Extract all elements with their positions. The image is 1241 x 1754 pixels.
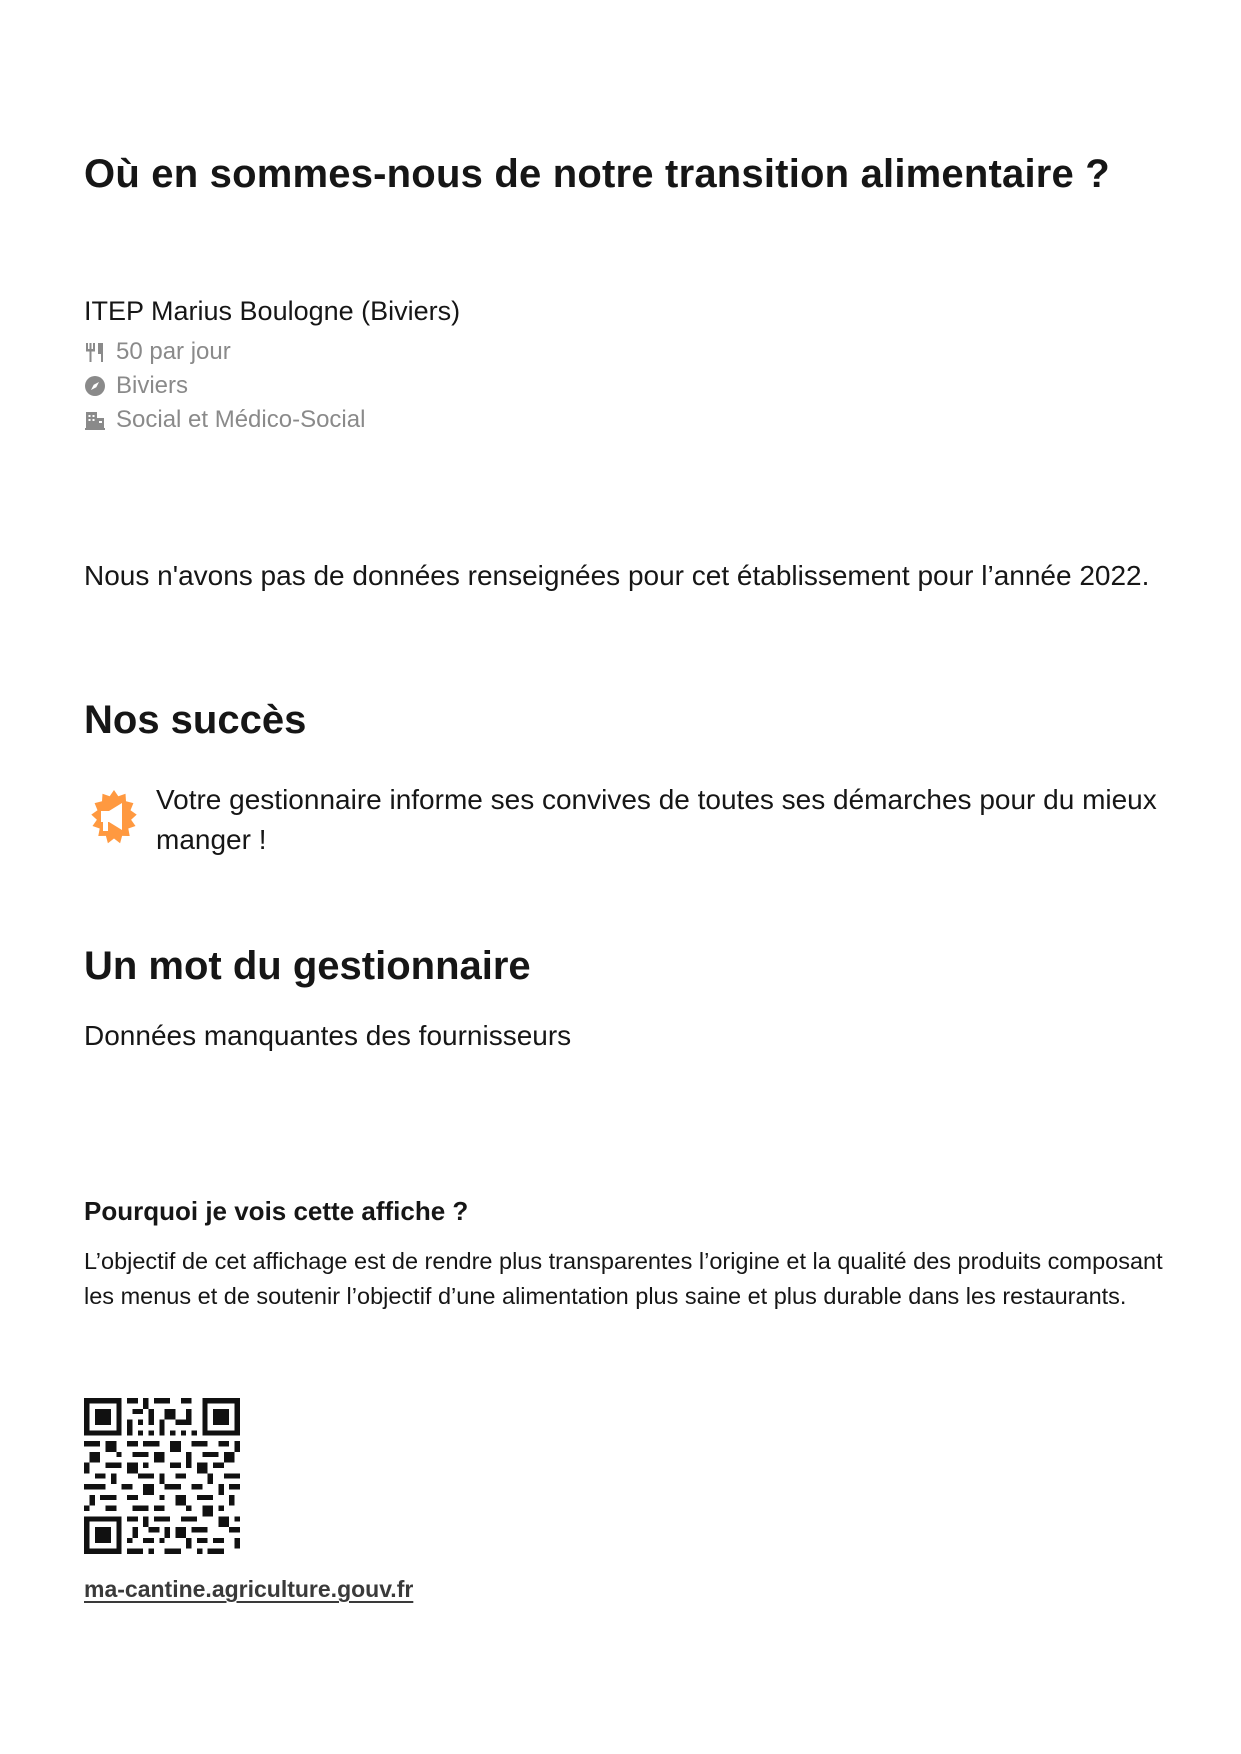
qr-code[interactable]: [84, 1398, 240, 1554]
site-link[interactable]: ma-cantine.agriculture.gouv.fr: [84, 1576, 414, 1602]
why-title: Pourquoi je vois cette affiche ?: [84, 1196, 469, 1226]
compass-icon: [84, 375, 106, 397]
building-icon: [84, 409, 106, 431]
page-title: Où en sommes-nous de notre transition alimentaire ?: [84, 152, 1110, 196]
sector-name: Social et Médico-Social: [116, 406, 366, 433]
meals-count: 50 par jour: [116, 338, 231, 365]
manager-word-text: Données manquantes des fournisseurs: [84, 1020, 572, 1051]
sector-info: [84, 406, 365, 434]
meals-info: [84, 338, 231, 366]
success-badge: [84, 778, 144, 856]
no-data-notice: Nous n'avons pas de données renseignées pour cet établissement pour l’année 2022.: [84, 560, 1150, 591]
canteen-name: ITEP Marius Boulogne (Biviers): [84, 296, 461, 326]
manager-word-title: Un mot du gestionnaire: [84, 944, 531, 988]
city-info: [84, 372, 188, 400]
megaphone-badge-icon: [84, 778, 144, 856]
why-text: L’objectif de cet affichage est de rendre plus transparentes l’origine et la qualité des produits composant les menus et de soutenir l’objectif d’une alimentation plus saine et plus durable dans les restaurants.: [84, 1248, 1163, 1309]
cutlery-icon: [84, 341, 106, 363]
success-text: Votre gestionnaire informe ses convives de toutes ses démarches pour du mieux manger !: [156, 784, 1157, 855]
city-name: Biviers: [116, 372, 189, 399]
successes-title: Nos succès: [84, 698, 307, 742]
